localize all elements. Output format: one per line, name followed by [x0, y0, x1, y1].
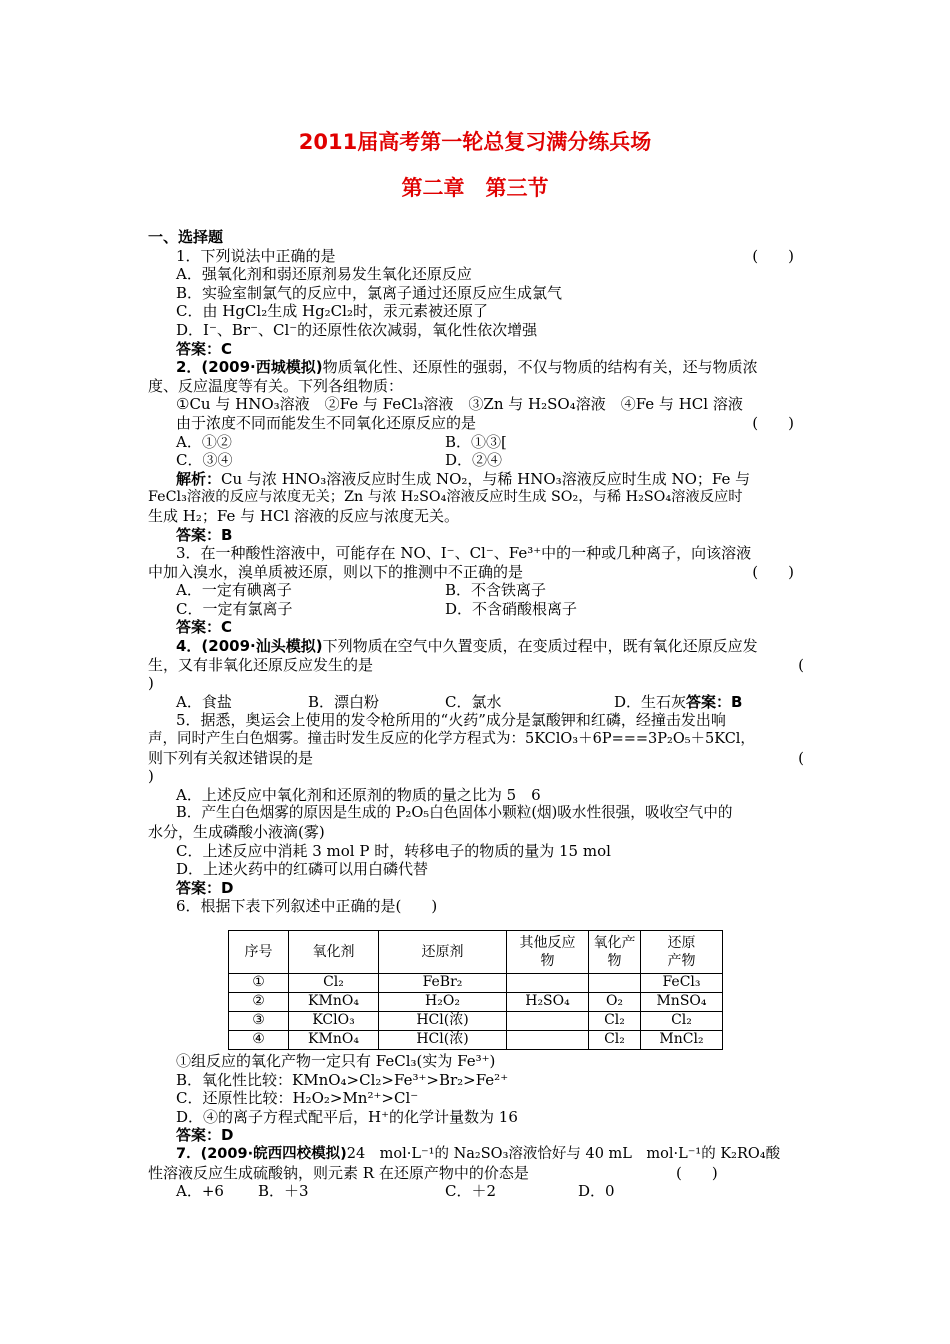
table-cell: KMnO₄ — [289, 1030, 379, 1049]
q4-line-1: 4．(2009·汕头模拟)下列物质在空气中久置变质，在变质过程中，既有氧化还原反应发 — [176, 637, 758, 656]
table-cell: Cl₂ — [589, 1030, 641, 1049]
table-row — [229, 992, 723, 1011]
q3-answer: 答案：C — [176, 618, 233, 637]
table-cell: ② — [229, 992, 289, 1011]
table-cell: KMnO₄ — [289, 992, 379, 1011]
table-cell: HCl(浓) — [379, 1030, 507, 1049]
q1-answer: 答案：C — [176, 339, 233, 358]
q6-option-c: C．还原性比较：H₂O₂>Mn²⁺>Cl⁻ — [176, 1089, 419, 1108]
table-cell: MnSO₄ — [641, 992, 723, 1011]
q4-line-2: 生，又有非氧化还原反应发生的是 ( — [148, 655, 804, 674]
table-cell: ① — [229, 973, 289, 992]
q1-option-d: D．I⁻、Br⁻、Cl⁻的还原性依次减弱，氧化性依次增强 — [176, 320, 538, 339]
q1-option-b: B．实验室制氯气的反应中，氯离子通过还原反应生成氯气 — [176, 283, 563, 302]
q6-stem: 6．根据下表下列叙述中正确的是( ) — [176, 897, 438, 916]
q5-option-a: A．上述反应中氧化剂和还原剂的物质的量之比为 5 6 — [176, 785, 541, 804]
document-body — [148, 228, 808, 1201]
q3-options-ab: A．一定有碘离子 B．不含铁离子 — [176, 581, 547, 600]
q2-line-2: 度、反应温度等有关。下列各组物质： — [148, 376, 404, 395]
q5-option-b-2: 水分，生成磷酸小液滴(雾) — [148, 823, 325, 841]
q5-answer: 答案：D — [176, 878, 234, 897]
table-cell — [507, 973, 589, 992]
q7-line-1: 7．(2009·皖西四校模拟)24 mol·L⁻¹的 Na₂SO₃溶液恰好与 40 mL mol·L⁻¹的 K₂RO₄酸 — [176, 1145, 781, 1162]
q2-line-1: 2．(2009·西城模拟)物质氧化性、还原性的强弱，不仅与物质的结构有关，还与物质浓 — [176, 358, 758, 377]
q6-answer: 答案：D — [176, 1126, 234, 1145]
q2-options-cd: C．③④ D．②④ — [176, 451, 503, 470]
table-cell: O₂ — [589, 992, 641, 1011]
table-header-cell: 序号 — [229, 930, 289, 973]
table-cell: FeBr₂ — [379, 973, 507, 992]
table-row — [229, 1030, 723, 1049]
q5-option-b-1: B．产生白色烟雾的原因是生成的 P₂O₅白色固体小颗粒(烟)吸水性很强，吸收空气中的 — [176, 804, 733, 822]
table-cell: ③ — [229, 1011, 289, 1030]
page-title: 2011届高考第一轮总复习满分练兵场 — [298, 130, 652, 154]
q5-option-d: D．上述火药中的红磷可以用白磷代替 — [176, 860, 429, 879]
table-row — [229, 1011, 723, 1030]
q3-line-1: 3．在一种酸性溶液中，可能存在 NO、I⁻、Cl⁻、Fe³⁺中的一种或几种离子，向该溶液 — [176, 544, 752, 563]
q2-options-ab: A．①② B．①③[ — [176, 432, 507, 451]
q5-line-1: 5．据悉，奥运会上使用的发令枪所用的“火药”成分是氯酸钾和红磷，经撞击发出响 — [176, 711, 726, 730]
q2-analysis-3: 生成 H₂；Fe 与 HCl 溶液的反应与浓度无关。 — [148, 506, 459, 525]
table-cell: HCl(浓) — [379, 1011, 507, 1030]
q4-options: A．食盐 B．漂白粉 C．氯水 D．生石灰答案：B — [176, 692, 743, 711]
q1-option-a: A．强氧化剂和弱还原剂易发生氧化还原反应 — [176, 265, 472, 284]
table-header-cell: 其他反应物 — [507, 930, 589, 973]
table-header-cell: 氧化产物 — [589, 930, 641, 973]
q2-line-4: 由于浓度不同而能发生不同氧化还原反应的是 ( ) — [176, 413, 794, 432]
table-header-cell: 氧化剂 — [289, 930, 379, 973]
q1-stem: 1．下列说法中正确的是 ( ) — [176, 246, 794, 265]
table-cell — [507, 1011, 589, 1030]
q7-line-2: 性溶液反应生成硫酸钠，则元素 R 在还原产物中的价态是 ( ) — [148, 1163, 718, 1182]
table-cell: H₂O₂ — [379, 992, 507, 1011]
q6-option-b: B．氧化性比较：KMnO₄>Cl₂>Fe³⁺>Br₂>Fe²⁺ — [176, 1070, 509, 1089]
table-cell: MnCl₂ — [641, 1030, 723, 1049]
q4-paren-close: ) — [148, 674, 154, 693]
q5-line-3: 则下列有关叙述错误的是 ( — [148, 748, 804, 767]
table-header-row — [229, 930, 723, 973]
q2-items: ①Cu 与 HNO₃溶液 ②Fe 与 FeCl₃溶液 ③Zn 与 H₂SO₄溶液 ④Fe 与 HCl 溶液 — [176, 395, 743, 414]
table-cell: Cl₂ — [589, 1011, 641, 1030]
q2-analysis-2: FeCl₃溶液的反应与浓度无关；Zn 与浓 H₂SO₄溶液反应时生成 SO₂，与稀 H₂SO₄溶液反应时 — [148, 489, 743, 506]
q1-option-c: C．由 HgCl₂生成 Hg₂Cl₂时，汞元素被还原了 — [176, 302, 488, 321]
table-cell — [589, 973, 641, 992]
table-cell: ④ — [229, 1030, 289, 1049]
table-cell: Cl₂ — [641, 1011, 723, 1030]
table-cell: FeCl₃ — [641, 973, 723, 992]
q3-options-cd: C．一定有氯离子 D．不含硝酸根离子 — [176, 599, 578, 618]
q6-option-a: ①组反应的氧化产物一定只有 FeCl₃(实为 Fe³⁺) — [176, 1051, 496, 1070]
section-heading: 一、选择题 — [148, 228, 224, 246]
q6-option-d: D．④的离子方程式配平后，H⁺的化学计量数为 16 — [176, 1107, 518, 1126]
q5-option-c: C．上述反应中消耗 3 mol P 时，转移电子的物质的量为 15 mol — [176, 841, 611, 860]
table-cell — [507, 1030, 589, 1049]
q7-options: A．+6 B．＋3 C．＋2 D．0 — [176, 1182, 615, 1201]
table-cell: H₂SO₄ — [507, 992, 589, 1011]
q5-line-2: 声，同时产生白色烟雾。撞击时发生反应的化学方程式为：5KClO₃＋6P===3P₂O₅＋5KCl， — [148, 731, 755, 748]
table-row — [229, 973, 723, 992]
q6-table — [228, 930, 723, 1050]
chapter-subtitle: 第二章 第三节 — [401, 176, 549, 200]
q3-line-2: 中加入溴水，溴单质被还原，则以下的推测中不正确的是 ( ) — [148, 562, 794, 581]
q5-paren-close: ) — [148, 767, 154, 786]
table-cell: KClO₃ — [289, 1011, 379, 1030]
table-header-cell: 还原产物 — [641, 930, 723, 973]
table-cell: Cl₂ — [289, 973, 379, 992]
table-header-cell: 还原剂 — [379, 930, 507, 973]
q2-answer: 答案：B — [176, 525, 233, 544]
q2-analysis-1: 解析：Cu 与浓 HNO₃溶液反应时生成 NO₂，与稀 HNO₃溶液反应时生成 NO；Fe 与 — [176, 469, 751, 488]
